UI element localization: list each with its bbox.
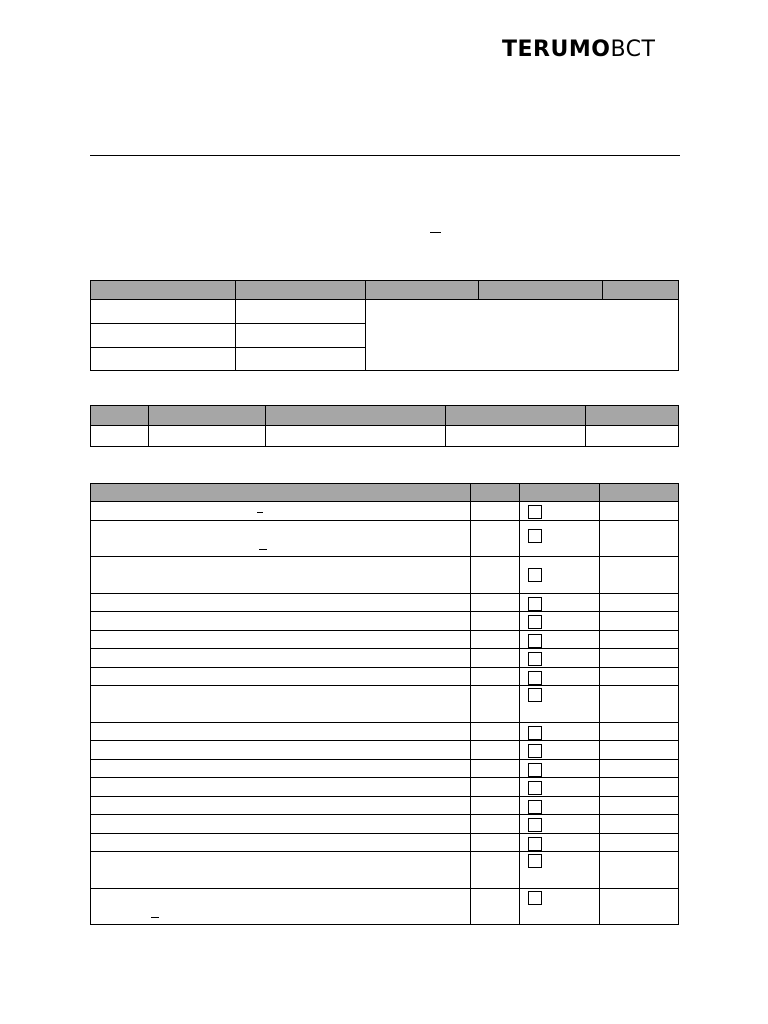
- checklist-description-cell: [91, 852, 471, 889]
- checklist-row: [91, 668, 679, 686]
- info-header-cell: [603, 281, 679, 300]
- info-merged-cell[interactable]: [366, 300, 679, 371]
- info-table-header-row: [91, 281, 679, 300]
- checklist-cell: [471, 502, 520, 521]
- checklist-row: [91, 612, 679, 631]
- checklist-cell: [600, 778, 679, 797]
- checklist-cell: [600, 521, 679, 557]
- checklist-row: [91, 834, 679, 852]
- checklist-cell: [600, 502, 679, 521]
- checklist-checkbox-cell: [520, 723, 600, 741]
- info-table-row: [91, 300, 679, 324]
- checklist-cell: [471, 760, 520, 778]
- checklist-table: [90, 483, 679, 925]
- parts-cell[interactable]: [91, 426, 149, 447]
- info-header-cell: [479, 281, 603, 300]
- underline-mark: [430, 232, 441, 233]
- info-label-cell: [91, 348, 236, 371]
- checklist-checkbox-cell: [520, 815, 600, 834]
- logo-light-text: BCT: [610, 37, 656, 62]
- checklist-cell: [600, 797, 679, 815]
- checklist-description-cell: [91, 889, 471, 925]
- checklist-row: [91, 686, 679, 723]
- checklist-checkbox-cell: [520, 521, 600, 557]
- info-label-cell: [91, 300, 236, 324]
- checkbox-icon[interactable]: [528, 634, 542, 648]
- checklist-checkbox-cell: [520, 778, 600, 797]
- checklist-cell: [600, 649, 679, 668]
- checklist-cell: [471, 631, 520, 649]
- checkbox-icon[interactable]: [528, 529, 542, 543]
- checklist-row: [91, 741, 679, 760]
- checklist-description-cell: [91, 723, 471, 741]
- checklist-description-cell: [91, 815, 471, 834]
- checklist-cell: [471, 723, 520, 741]
- parts-cell[interactable]: [586, 426, 679, 447]
- checklist-checkbox-cell: [520, 668, 600, 686]
- checklist-description-cell: [91, 834, 471, 852]
- info-header-cell: [91, 281, 236, 300]
- checkbox-icon[interactable]: [528, 671, 542, 685]
- checkbox-icon[interactable]: [528, 568, 542, 582]
- checklist-cell: [471, 649, 520, 668]
- checklist-checkbox-cell: [520, 649, 600, 668]
- checklist-row: [91, 797, 679, 815]
- checkbox-icon[interactable]: [528, 505, 542, 519]
- checklist-row: [91, 760, 679, 778]
- checklist-cell: [600, 834, 679, 852]
- checklist-header-cell: [600, 484, 679, 502]
- checklist-cell: [600, 612, 679, 631]
- checkbox-icon[interactable]: [528, 597, 542, 611]
- checklist-checkbox-cell: [520, 557, 600, 594]
- checklist-checkbox-cell: [520, 760, 600, 778]
- checklist-description-cell: [91, 631, 471, 649]
- info-value-cell[interactable]: [236, 324, 366, 348]
- parts-table-row: [91, 426, 679, 447]
- checklist-cell: [600, 815, 679, 834]
- checklist-row: [91, 631, 679, 649]
- checkbox-icon[interactable]: [528, 652, 542, 666]
- parts-header-cell: [266, 406, 446, 426]
- checklist-cell: [471, 778, 520, 797]
- checklist-row: [91, 594, 679, 612]
- checklist-header-cell: [520, 484, 600, 502]
- info-table: [90, 280, 679, 371]
- parts-table: [90, 405, 679, 447]
- checklist-cell: [471, 521, 520, 557]
- checklist-checkbox-cell: [520, 889, 600, 925]
- checklist-description-cell: [91, 686, 471, 723]
- parts-cell[interactable]: [149, 426, 266, 447]
- checklist-description-cell: [91, 760, 471, 778]
- checklist-description-cell: [91, 557, 471, 594]
- checklist-cell: [471, 815, 520, 834]
- checkbox-icon[interactable]: [528, 688, 542, 702]
- checklist-row: [91, 815, 679, 834]
- logo-bold-text: TERUMO: [502, 37, 611, 62]
- checklist-cell: [471, 797, 520, 815]
- checklist-row: [91, 778, 679, 797]
- checklist-row: [91, 889, 679, 925]
- checklist-description-cell: [91, 502, 471, 521]
- checkbox-icon[interactable]: [528, 837, 542, 851]
- checklist-checkbox-cell: [520, 612, 600, 631]
- checklist-cell: [471, 594, 520, 612]
- parts-cell[interactable]: [446, 426, 586, 447]
- checklist-cell: [471, 834, 520, 852]
- info-header-cell: [236, 281, 366, 300]
- checklist-cell: [600, 741, 679, 760]
- parts-header-cell: [446, 406, 586, 426]
- checklist-row: [91, 852, 679, 889]
- checklist-header-row: [91, 484, 679, 502]
- parts-header-cell: [149, 406, 266, 426]
- checklist-cell: [471, 686, 520, 723]
- checklist-cell: [471, 741, 520, 760]
- checklist-description-cell: [91, 594, 471, 612]
- checklist-cell: [600, 760, 679, 778]
- checklist-description-cell: [91, 741, 471, 760]
- info-value-cell[interactable]: [236, 348, 366, 371]
- checklist-cell: [600, 889, 679, 925]
- checklist-cell: [600, 631, 679, 649]
- info-value-cell[interactable]: [236, 300, 366, 324]
- info-header-cell: [366, 281, 479, 300]
- checkbox-icon[interactable]: [528, 744, 542, 758]
- checklist-checkbox-cell: [520, 594, 600, 612]
- checklist-checkbox-cell: [520, 502, 600, 521]
- checkbox-icon[interactable]: [528, 854, 542, 868]
- terumo-bct-logo: [502, 36, 655, 64]
- checklist-header-cell: [471, 484, 520, 502]
- info-label-cell: [91, 324, 236, 348]
- checklist-cell: [471, 889, 520, 925]
- checklist-cell: [600, 723, 679, 741]
- checklist-description-cell: [91, 668, 471, 686]
- checklist-header-cell: [91, 484, 471, 502]
- checklist-description-cell: [91, 797, 471, 815]
- parts-table-header-row: [91, 406, 679, 426]
- checklist-checkbox-cell: [520, 741, 600, 760]
- checkbox-icon[interactable]: [528, 615, 542, 629]
- parts-header-cell: [91, 406, 149, 426]
- checkbox-icon[interactable]: [528, 726, 542, 740]
- checkbox-icon[interactable]: [528, 763, 542, 777]
- checklist-checkbox-cell: [520, 686, 600, 723]
- checklist-description-cell: [91, 612, 471, 631]
- checklist-row: [91, 557, 679, 594]
- checklist-cell: [600, 594, 679, 612]
- checklist-row: [91, 521, 679, 557]
- checklist-row: [91, 723, 679, 741]
- checklist-cell: [471, 668, 520, 686]
- checkbox-icon[interactable]: [528, 818, 542, 832]
- checklist-cell: [600, 557, 679, 594]
- checklist-cell: [600, 852, 679, 889]
- underline-mark: [257, 512, 263, 513]
- checklist-cell: [471, 612, 520, 631]
- checklist-cell: [600, 668, 679, 686]
- checklist-checkbox-cell: [520, 631, 600, 649]
- checklist-description-cell: [91, 521, 471, 557]
- checklist-cell: [471, 557, 520, 594]
- checkbox-icon[interactable]: [528, 800, 542, 814]
- underline-mark: [259, 549, 267, 550]
- checklist-checkbox-cell: [520, 797, 600, 815]
- checklist-checkbox-cell: [520, 852, 600, 889]
- checklist-row: [91, 502, 679, 521]
- underline-mark: [151, 917, 159, 918]
- checklist-description-cell: [91, 649, 471, 668]
- checklist-checkbox-cell: [520, 834, 600, 852]
- checklist-description-cell: [91, 778, 471, 797]
- parts-header-cell: [586, 406, 679, 426]
- checklist-cell: [471, 852, 520, 889]
- header-divider: [90, 155, 680, 156]
- checklist-cell: [600, 686, 679, 723]
- checkbox-icon[interactable]: [528, 781, 542, 795]
- checklist-row: [91, 649, 679, 668]
- parts-cell[interactable]: [266, 426, 446, 447]
- checkbox-icon[interactable]: [528, 891, 542, 905]
